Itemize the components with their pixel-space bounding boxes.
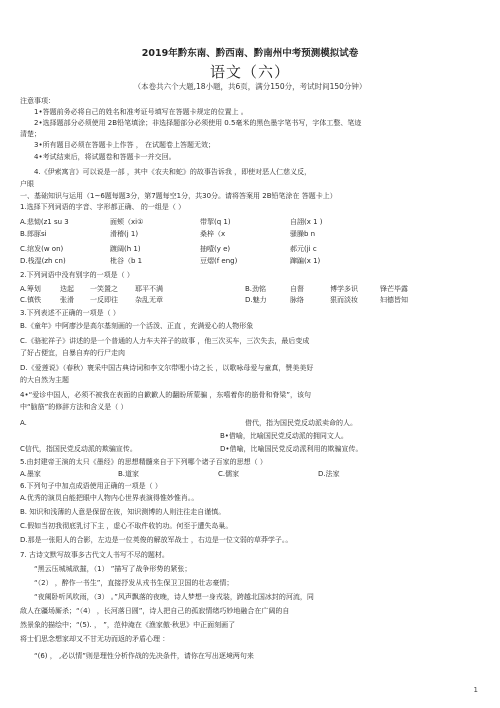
q2-r1-6: 博学多识 [330,285,358,293]
q2-r1-0: A.筹划 [20,285,41,293]
q4-option-a: A. [20,419,27,427]
q6-d: D.那是一张阳人的合影，左边是一位英俊的解放军战士 ，右边是一位文弱的草莽学子。。 [20,536,293,544]
intro-line-2: 户眼 [20,180,34,188]
q1-b2: 滑稽(j 1) [110,230,139,238]
q6-a: A.优秀的演员自能把眼中人物内心世界表演得惟妙惟肖。。 [20,494,199,502]
q1-a2: 面颊（xi① [110,218,144,226]
q2-stem: 2.下列词语中没有别字的一项是（ ） [20,271,134,279]
note-1: 1•答题前务必将自己的姓名和准考证号填写在答题卡规定的位置上 。 [34,108,248,116]
q7-line-2: “（2） ，醉作一书生”，直接抒发从戎书生保卫卫国的壮志豪情； [34,579,234,587]
q7-line-4: 敌人在疆场厮杀；“（4） ，长河落日圆”，诗人把自己的孤寂情绪巧妙地融合在广阔的自 [20,607,290,615]
q2-r2-1: 张滑 [60,296,74,304]
q1-a1: A.悲恸(z1 su 3 [20,218,69,226]
page-number: 1 [473,686,478,694]
q6-c: C.假如当初我彻底乳讨下主 ，虚心不取件收钓功。何至于遭失岛巢。 [20,522,233,530]
q1-d4: 蹿蹁(x 1) [290,257,321,265]
q4-option-a-text: 借代，指为国民党反动派卖命的人。 [245,419,357,427]
part1-heading: 一、基础知识与运用（1~6题每题3分，第7题每空1分，共30分。请将答案用 2B铅笔涂在 答题卡上） [20,192,337,200]
q7-line-5: 然景象的描绘中；“(5). ， ”，范仲淹在《渔家傲·秋思》中正面刻画了 [20,621,236,629]
q7-line-1: “黑云压城城欲摧，（1） ”描写了战争形势的紧张； [34,565,192,573]
q1-c1: C.绾发(w on) [20,245,64,253]
note-2: 2•选择题部分必须使用 2B铅笔填涂；非选择题部分必须使用 0.5毫米的黑色墨字笔书写，字体工整、笔迹 [34,119,362,127]
q2-r2-2: 一反即往 [90,296,118,304]
subject-title: 语文（六） [209,63,290,81]
q6-b: B. 知识和浅薄的人意是保留在彼，知识测博的人则注往走自谨慎。 [20,508,226,516]
q1-b3: 桑梓（x [200,230,226,238]
q1-b4: 骚臊b n [290,230,316,238]
q1-d1: D.栈湿(zh cn) [20,257,66,265]
q1-c2: 踱阔(h 1) [110,245,141,253]
q2-r2-0: C.镇铁 [20,296,42,304]
q2-r1-3: 耶平不满 [135,285,163,293]
q4-option-b: B•借喻，比喻国民党反动派的拥同文人。 [220,432,348,440]
q3-c1: D.《爱莲说》（春秋）寰采中国古典诗词和李文尔带哩小诗之长 ，以歌咏母爱与童真，赞美美好 [20,364,314,372]
q3-a: B.《童年》中阿廖沙是高尔基刻画的一个活泼、正直 ，充满爱心的人物形象 [20,322,254,330]
q5-opt-c: C.儒家 [218,470,240,478]
q7-stem: 7. 古诗文默写故事多古代文人书写不尽的题材。 [20,551,169,559]
q2-r2-5: 脉络 [290,296,304,304]
q2-r1-7: 锋芒毕露 [380,285,408,293]
q3-c2: 的大自然为主题 [20,376,69,384]
q4-stem-1: 4•“爱诊中国人，必须不被我在表面的自歉歉人的翻盼所蒙骗 ，东嘻着你的筋骨和脊梁”，该句 [20,391,312,399]
exam-title: 2019年黔东南、黔西南、黔南州中考预测模拟试卷 [141,48,359,59]
q1-a4: 自詡(x 1 ) [290,218,323,226]
q2-r2-3: 杂乱无章 [135,296,163,304]
q2-r2-7: 妇德皆知 [380,296,408,304]
q2-r1-4: B.劲铭 [245,285,267,293]
q2-r1-2: 一笑置之 [90,285,118,293]
notes-heading: 注意事项： [20,97,55,105]
q4-option-d: D•借喻，比喻国民党反动派利用的欺骗宣传。 [220,445,363,453]
q2-r2-6: 狠而淡妆 [330,296,358,304]
q3-stem: 3.下列表述不正确的一项是（ ） [20,309,120,317]
q1-d3: 豆熠(f eng) [200,257,238,265]
q4-option-c: C信代，指国民党反动派的欺骗宣传。 [20,445,137,453]
q5-opt-b: B.道家 [118,470,140,478]
note-2-cont: 清楚； [20,130,41,138]
q5-stem: 5.由封建帝王演的太只《墨经》的思想精髓来自于下列哪个诸子百家的思想（ ） [20,458,267,466]
q2-r2-4: D.魅力 [245,296,267,304]
note-4: 4•考试结束后，将试题卷和答题卡一并交回。 [34,153,176,161]
q6-stem: 6.下列句子中加点成语使用正确的一项是（ ） [20,482,162,490]
q1-b1: B.郎豚si [20,230,47,238]
q1-a3: 带挈(q 1) [200,218,231,226]
q5-opt-a: A.墨家 [20,470,41,478]
intro-line-1: 4.《伊索寓言》可以说是一部 ，其中《农夫和蛇》的故事告诉我 ，即使对恶人仁慈义反， [34,168,312,176]
q2-r1-1: 迭起 [60,285,74,293]
exam-info: （本卷共六个大题,18小题，共6页，满分150分，考试时间150分钟） [133,82,367,91]
q3-b2: 了好占便宜，自暴自弃的行尸走肉 [20,349,125,357]
q1-stem: 1.选择下列词语的字音、字形都正确、 的一组是（ ） [20,203,186,211]
q1-c4: 郝元(ji c [290,245,317,253]
q1-d2: 枇谷（b 1 [110,257,143,265]
q5-opt-d: D.法家 [318,470,340,478]
q7-line-6: 将士们思念想家却又不甘无功而返的矛盾心理 ： [20,635,170,643]
q4-stem-2: 中“脑筋”的修辞方法和含义是（ ） [20,403,128,411]
q3-b1: C.《骆驼祥子》讲述的是一个普通的人力车夫祥子的故事 ，他三次买车，三次失去，最后变成 [20,337,310,345]
q7-line-7: “(6) ， ,必以情”则是理性分析作战的先决条件，请你在写出逐境两句来 [34,652,254,660]
q2-r1-5: 自督 [290,285,304,293]
note-3: 3•所有题目必须在答题卡上作答 ， 在试题卷上答题无效； [34,141,216,149]
q1-c3: 抽噎(y e) [200,245,231,253]
q7-line-3: “夜阑卧听风吹雨，（3） 。”风声飘落的夜晚，诗人梦想一身戎装，跨越北国冰封的河流，同 [34,593,314,601]
